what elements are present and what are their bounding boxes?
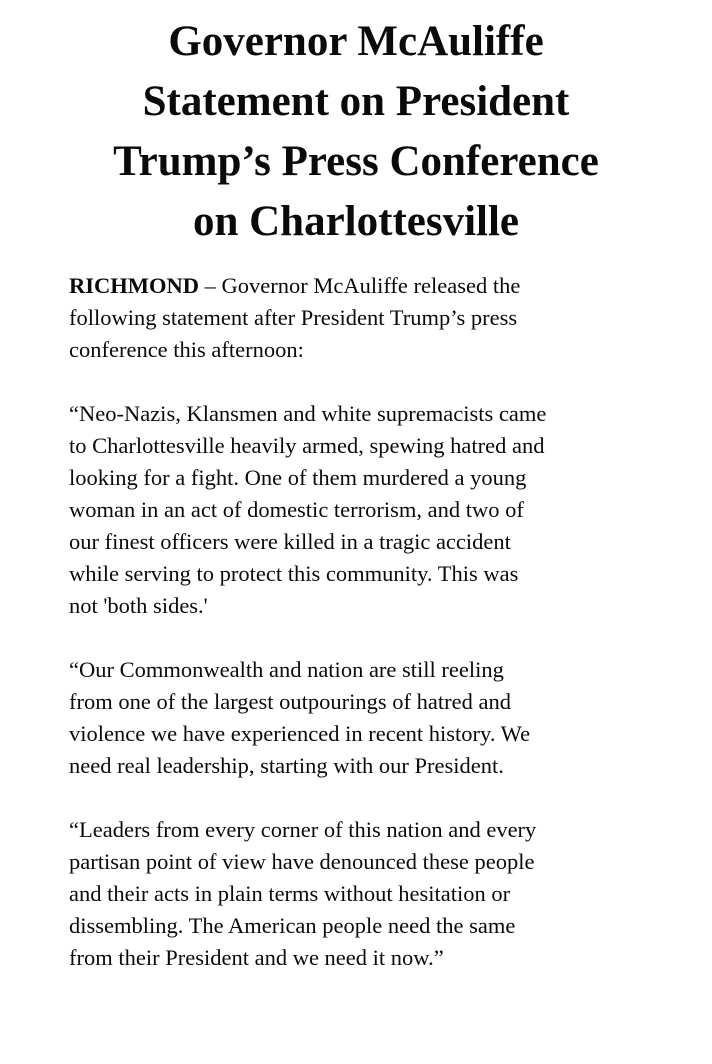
intro-line — [69, 270, 669, 302]
paragraph-line: partisan point of view have denounced these people — [69, 849, 535, 874]
paragraph-line: violence we have experienced in recent history. We — [69, 721, 531, 746]
paragraph-line: “Neo-Nazis, Klansmen and white supremacists came — [69, 401, 547, 426]
intro-line: following statement after President Trump’s press — [69, 305, 518, 330]
statement-body — [69, 270, 669, 1006]
headline-line: Trump’s Press Conference — [113, 138, 599, 185]
paragraph-line: looking for a fight. One of them murdered a young — [69, 465, 527, 490]
paragraph-line: to Charlottesville heavily armed, spewing hatred and — [69, 433, 545, 458]
headline — [40, 12, 672, 252]
paragraph-line: while serving to protect this community. This was — [69, 561, 519, 586]
paragraph-line: not 'both sides.' — [69, 593, 208, 618]
intro-paragraph — [69, 270, 669, 366]
paragraph-line: from their President and we need it now.” — [69, 945, 444, 970]
paragraph-line: and their acts in plain terms without hesitation or — [69, 881, 511, 906]
intro-line-rest: – Governor McAuliffe released the — [199, 273, 521, 298]
quote-paragraph-1 — [69, 398, 669, 622]
headline-line: on Charlottesville — [192, 198, 520, 245]
headline-line: Statement on President — [142, 78, 570, 125]
paragraph-line: woman in an act of domestic terrorism, and two of — [69, 497, 524, 522]
paragraph-line: need real leadership, starting with our President. — [69, 753, 504, 778]
quote-paragraph-2 — [69, 654, 669, 782]
intro-line: conference this afternoon: — [69, 337, 304, 362]
paragraph-line: from one of the largest outpourings of hatred and — [69, 689, 511, 714]
paragraph-line: dissembling. The American people need the same — [69, 913, 516, 938]
paragraph-line: “Our Commonwealth and nation are still reeling — [69, 657, 504, 682]
dateline: RICHMOND — [69, 273, 199, 298]
quote-paragraph-3 — [69, 814, 669, 974]
paragraph-line: “Leaders from every corner of this nation and every — [69, 817, 537, 842]
headline-line: Governor McAuliffe — [168, 18, 544, 65]
paragraph-line: our finest officers were killed in a tragic accident — [69, 529, 511, 554]
